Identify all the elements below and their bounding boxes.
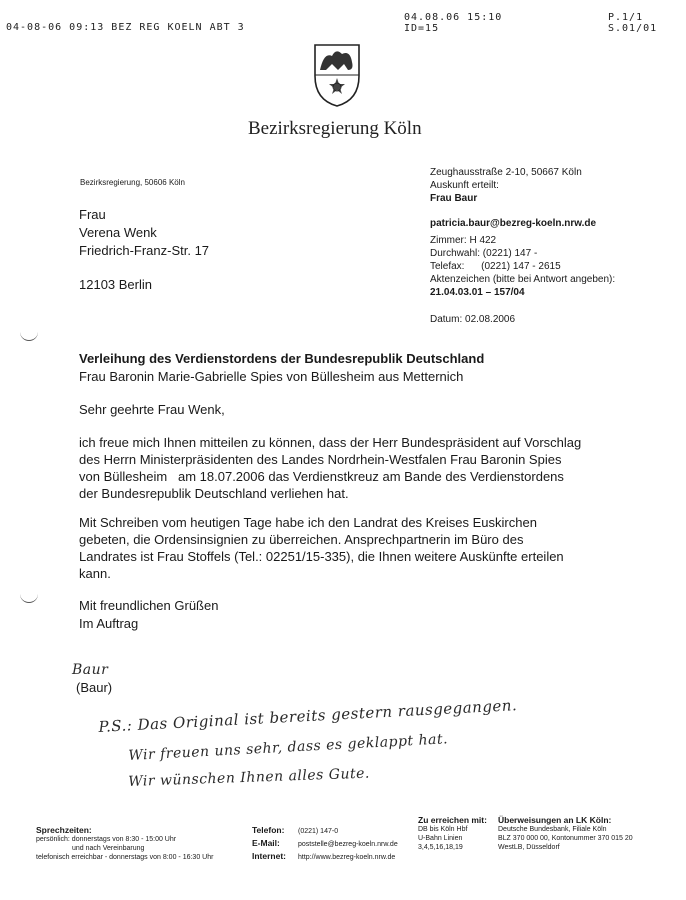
footer-tel-label: Telefon:	[252, 825, 285, 835]
closing	[79, 597, 218, 633]
contact-block	[430, 166, 615, 326]
subject-line-1: Verleihung des Verdienstordens der Bundesrepublik Deutschland	[79, 351, 485, 366]
footer-hours	[36, 826, 213, 862]
signature: Baur	[72, 662, 109, 678]
contact-ref-value: 21.04.03.01 – 157/04	[430, 287, 525, 298]
closing-line-2: Im Auftrag	[79, 616, 139, 631]
footer-web-label: Internet:	[252, 851, 286, 861]
paragraph-line: des Herrn Ministerpräsidenten des Landes Nordrhein-Westfalen Frau Baronin Spies	[79, 452, 562, 467]
fax-header-mid	[404, 12, 502, 34]
letter-date: Datum: 02.08.2006	[430, 314, 516, 325]
footer-web-value: http://www.bezreg-koeln.nrw.de	[298, 854, 396, 861]
footer-bank-line: Deutsche Bundesbank, Filiale Köln	[498, 826, 607, 833]
subject-line-2: Frau Baronin Marie-Gabrielle Spies von Büllesheim aus Metternich	[79, 369, 464, 384]
signer-name: (Baur)	[76, 680, 113, 695]
fax-timestamp: 04.08.06 15:10	[404, 12, 503, 23]
contact-phone: Durchwahl: (0221) 147 -	[430, 248, 538, 259]
recipient-address	[79, 206, 209, 294]
footer-tel-value: (0221) 147-0	[298, 828, 339, 835]
footer-transit-line: U-Bahn Linien	[418, 835, 463, 842]
footer-hours-label: Sprechzeiten:	[36, 825, 92, 835]
footer-bank	[498, 816, 633, 852]
contact-ref-label: Aktenzeichen (bitte bei Antwort angeben):	[430, 274, 616, 285]
fold-mark	[20, 330, 38, 341]
subject	[79, 350, 484, 386]
contact-person: Frau Baur	[430, 193, 478, 204]
handwritten-ps-line: Wir wünschen Ihnen alles Gute.	[128, 765, 371, 790]
authority-name: Bezirksregierung Köln	[248, 118, 422, 139]
footer-hours-line: telefonisch erreichbar - donnerstags von 8:00 - 16:30 Uhr	[36, 854, 214, 861]
paragraph-line: von Büllesheim am 18.07.2006 das Verdienstkreuz am Bande des Verdienstordens	[79, 469, 564, 484]
footer-mail-value: poststelle@bezreg-koeln.nrw.de	[298, 841, 398, 848]
contact-fax: Telefax: (0221) 147 - 2615	[430, 261, 561, 272]
contact-address: Zeughausstraße 2-10, 50667 Köln	[430, 167, 582, 178]
footer-transit-label: Zu erreichen mit:	[418, 815, 487, 825]
paragraph-line: der Bundesrepublik Deutschland verliehen hat.	[79, 486, 349, 501]
coat-of-arms-icon	[312, 42, 362, 108]
recipient-name: Verena Wenk	[79, 225, 157, 240]
footer-hours-line: persönlich: donnerstags von 8:30 - 15:00 Uhr	[36, 836, 177, 843]
sender-line: Bezirksregierung, 50606 Köln	[80, 178, 185, 187]
contact-info-label: Auskunft erteilt:	[430, 180, 499, 191]
paragraph-line: gebeten, die Ordensinsignien zu überreichen. Ansprechpartnerin im Büro des	[79, 532, 524, 547]
fold-mark	[20, 592, 38, 603]
handwritten-ps-line: P.S.: Das Original ist bereits gestern rausgegangen.	[98, 696, 518, 736]
greeting: Sehr geehrte Frau Wenk,	[79, 402, 225, 417]
recipient-street: Friedrich-Franz-Str. 17	[79, 243, 210, 258]
footer-hours-line: und nach Vereinbarung	[72, 845, 145, 852]
footer-mail-label: E-Mail:	[252, 838, 280, 848]
closing-line-1: Mit freundlichen Grüßen	[79, 598, 219, 613]
fax-id: ID=15	[404, 23, 440, 34]
paragraph-line: kann.	[79, 566, 111, 581]
fax-sheet: S.01/01	[608, 23, 658, 34]
recipient-salutation: Frau	[79, 207, 106, 222]
paragraph-line: Mit Schreiben vom heutigen Tage habe ich den Landrat des Kreises Euskirchen	[79, 515, 537, 530]
footer-bank-line: BLZ 370 000 00, Kontonummer 370 015 20	[498, 835, 633, 842]
footer-transit-line: 3,4,5,16,18,19	[418, 844, 463, 851]
footer-bank-line: WestLB, Düsseldorf	[498, 844, 560, 851]
paragraph-2	[79, 514, 564, 582]
footer-transit	[418, 816, 487, 852]
fax-header-left: 04-08-06 09:13 BEZ REG KOELN ABT 3	[6, 22, 245, 33]
paragraph-1	[79, 434, 581, 502]
recipient-city: 12103 Berlin	[79, 277, 152, 292]
contact-email: patricia.baur@bezreg-koeln.nrw.de	[430, 218, 597, 229]
footer-contact	[252, 824, 398, 863]
fax-header-right	[608, 12, 657, 34]
footer-bank-label: Überweisungen an LK Köln:	[498, 815, 612, 825]
paragraph-line: Landrates ist Frau Stoffels (Tel.: 02251/15-335), die Ihnen weitere Auskünfte erteilen	[79, 549, 564, 564]
fax-page: P.1/1	[608, 12, 644, 23]
contact-room: Zimmer: H 422	[430, 235, 497, 246]
footer-transit-line: DB bis Köln Hbf	[418, 826, 468, 833]
paragraph-line: ich freue mich Ihnen mitteilen zu können, dass der Herr Bundespräsident auf Vorschlag	[79, 435, 582, 450]
handwritten-ps-line: Wir freuen uns sehr, dass es geklappt hat.	[128, 731, 449, 764]
